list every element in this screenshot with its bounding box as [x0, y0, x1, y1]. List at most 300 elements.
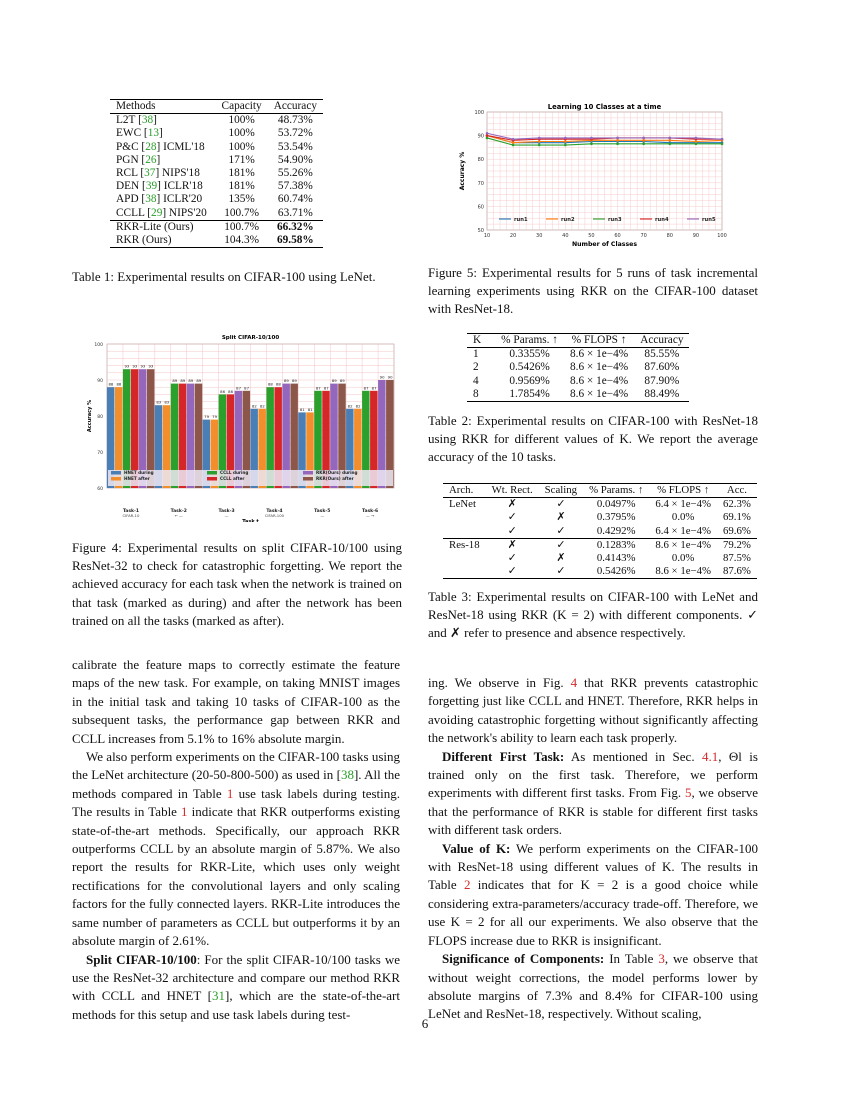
- table-cell: ✓: [486, 565, 539, 579]
- x-tick-label: Task-2: [170, 509, 187, 514]
- bar-value-label: 89: [339, 378, 345, 384]
- table-cell: 6.4 × 1e−4%: [655, 498, 711, 511]
- bar-value-label: 87: [371, 385, 377, 391]
- data-point: [616, 143, 619, 146]
- legend-swatch: [303, 471, 313, 475]
- legend-swatch: [207, 471, 217, 475]
- paragraph: [428, 840, 758, 950]
- bar-value-label: 79: [204, 414, 210, 420]
- paragraph-heading: Value of K:: [442, 840, 511, 856]
- table-cell: 0.5426%: [583, 565, 649, 579]
- data-point: [564, 140, 567, 143]
- table-2: [467, 333, 689, 402]
- bar-value-label: 83: [164, 399, 170, 405]
- x-tick-label: 50: [588, 233, 595, 239]
- y-tick-label: 60: [477, 204, 484, 211]
- text-run: indicate that RKR outperforms existing state-of-the-art methods. Specifically, our approach RKR outperforms CCLL by an absolute margin of 5.87%. We also report the results for RKR-Lite, which uses only weight rectifications for the convolutional layers and only scaling factors for the fully connected layers. RKR-Lite introduces the same number of parameters as CCLL but outperforms it by an absolute margin of 2.61%.: [72, 804, 400, 949]
- data-point: [616, 139, 619, 142]
- capacity-cell: 181%: [228, 167, 255, 180]
- bar-value-label: 86: [228, 388, 234, 394]
- legend-swatch: [207, 477, 217, 481]
- table-cell: 87.90%: [644, 374, 680, 387]
- citation-link[interactable]: 31: [212, 988, 226, 1004]
- capacity-cell: 171%: [228, 153, 255, 166]
- x-tick-label: 40: [562, 233, 569, 239]
- method-cell: [110, 180, 216, 193]
- data-point: [590, 143, 593, 146]
- table-cell: 4: [473, 374, 479, 387]
- table-header-cell: % Params. ↑: [495, 334, 564, 348]
- text-run: : For the split CIFAR-10/100 tasks we use the ResNet-32 architecture and compare our method RKR with CCLL and HNET [: [72, 951, 401, 1004]
- table-row: [443, 552, 757, 565]
- paragraph: calibrate the feature maps to correctly estimate the feature maps of the new task. For example, on taking MNIST images in the initial task and taking 10 tasks of CIFAR-100 as the subsequent tasks, the performance gap between RKR and CCLL increases from 5.1% to 16% absolute margin.: [72, 657, 400, 746]
- accuracy-cell: 63.71%: [277, 206, 313, 219]
- text-run: , Θl is trained only on the first task. Therefore, we perform experiments with different first tasks. From Fig.: [428, 748, 758, 801]
- legend-label: run3: [608, 217, 622, 223]
- x-tick-label: Task-6: [361, 509, 379, 514]
- table-cell: 8.6 × 1e−4%: [569, 361, 629, 374]
- bar-value-label: 90: [387, 374, 393, 380]
- table-2-caption: Table 2: Experimental results on CIFAR-100 with ResNet-18 using RKR for different values of K. We report the average accuracy of the 10 tasks.: [428, 413, 758, 465]
- table-cell: LeNet: [449, 498, 476, 511]
- data-point: [538, 144, 541, 147]
- text-run: indicates that for K = 2 is a good choice while considering extra-parameters/accuracy trade-off. Therefore, we use K = 2 for all our experiments. We also observe that the FLOPS increase due to RKR is insignificant.: [428, 877, 758, 948]
- capacity-cell: 100.7%: [216, 220, 268, 234]
- data-point: [668, 137, 671, 140]
- figure-4: [82, 322, 402, 522]
- text-run: ] ICLR'18: [157, 180, 203, 193]
- table-ref-link[interactable]: 1: [226, 785, 234, 801]
- bar-value-label: 93: [124, 363, 130, 369]
- table-cell: ✓: [507, 511, 517, 524]
- data-point: [486, 132, 489, 135]
- paragraph-heading: Split CIFAR-10/100: [86, 951, 197, 967]
- x-tick-sublabel: ← —: [174, 513, 183, 518]
- table-row: [443, 538, 757, 552]
- method-cell: RKR (Ours): [110, 234, 216, 248]
- table-cell: 6.4 × 1e−4%: [655, 524, 711, 537]
- x-axis-label: Number of Classes: [571, 241, 638, 248]
- section-ref-link[interactable]: 4.1: [701, 748, 719, 764]
- data-point: [668, 139, 671, 142]
- table-row: [110, 207, 323, 221]
- capacity-cell: 104.3%: [216, 234, 268, 248]
- bar-value-label: 89: [196, 378, 202, 384]
- table-cell: 0.4292%: [596, 524, 636, 537]
- paragraph: [428, 950, 758, 1024]
- table-cell: ✓: [507, 552, 517, 565]
- method-cell: [110, 114, 216, 128]
- table-row: [467, 348, 689, 362]
- method-cell: [110, 207, 216, 221]
- text-run: APD [: [116, 193, 146, 206]
- table-row: [443, 565, 757, 579]
- y-tick-label: 50: [477, 228, 484, 234]
- y-axis-label: Accuracy %: [87, 399, 93, 433]
- table-cell: 0.0%: [671, 511, 695, 524]
- table-header-cell: % FLOPS ↑: [564, 334, 634, 348]
- bar-value-label: 89: [283, 378, 289, 384]
- text-run: In Table: [604, 951, 659, 967]
- text-run: ]: [153, 114, 157, 127]
- data-point: [486, 137, 489, 140]
- text-run: use task labels during testing. The results in Table: [72, 785, 400, 820]
- y-axis-label: Accuracy %: [459, 151, 466, 191]
- paragraph: [72, 951, 400, 1025]
- table-row: [110, 193, 323, 206]
- y-tick-label: 70: [477, 180, 484, 187]
- text-run: ] NIPS'18: [155, 167, 200, 180]
- table-3-caption: Table 3: Experimental results on CIFAR-100 with LeNet and ResNet-18 using RKR (K = 2) with different components. ✓ and ✗ refer to presence and absence respectively.: [428, 589, 758, 641]
- data-point: [512, 144, 515, 147]
- table-cell: ✓: [539, 538, 583, 552]
- text-run: , we observe that without weight corrections, the model performs lower by absolute margins of 7.3% and 8.4% for CIFAR-100 using LeNet and ResNet-18, respectively. Without scaling,: [428, 951, 758, 1022]
- bar-value-label: 88: [116, 381, 122, 387]
- table-cell: ✗: [556, 511, 566, 524]
- bar-value-label: 93: [140, 363, 146, 369]
- citation-link[interactable]: 28: [145, 140, 157, 153]
- data-point: [538, 137, 541, 140]
- x-tick-label: 70: [640, 233, 647, 239]
- x-tick-sublabel: CIFAR-100: [264, 513, 285, 518]
- table-header-cell: Scaling: [539, 484, 583, 498]
- table-cell: 88.49%: [634, 388, 689, 402]
- table-ref-link[interactable]: 3: [658, 951, 665, 967]
- table-cell: ✓: [539, 565, 583, 579]
- text-run: ] ICML'18: [156, 140, 205, 153]
- accuracy-cell: 66.32%: [268, 220, 323, 234]
- bar-value-label: 89: [172, 378, 178, 384]
- citation-link[interactable]: 26: [145, 153, 157, 166]
- accuracy-cell: 57.38%: [277, 180, 313, 193]
- data-point: [695, 140, 698, 143]
- table-cell: 69.1%: [723, 511, 751, 524]
- bar-value-label: 86: [220, 388, 226, 394]
- table-cell: ✓: [556, 498, 566, 511]
- bar-value-label: 82: [355, 403, 361, 409]
- bar-value-label: 90: [379, 374, 385, 380]
- x-axis-label: Task t: [242, 519, 259, 522]
- text-run: L2T [: [116, 114, 142, 127]
- method-cell: [110, 127, 216, 140]
- text-run: P&C [: [116, 140, 146, 153]
- accuracy-cell: 55.26%: [277, 167, 313, 180]
- data-point: [486, 134, 489, 137]
- y-tick-label: 90: [477, 133, 484, 140]
- table-header-cell: Accuracy: [268, 100, 323, 114]
- capacity-cell: 100%: [228, 127, 255, 140]
- figure-5: [452, 100, 734, 250]
- table-header-cell: Capacity: [216, 100, 268, 114]
- legend-swatch: [303, 477, 313, 481]
- table-cell: ✓: [507, 524, 517, 537]
- data-point: [695, 143, 698, 146]
- table-cell: 0.0497%: [596, 498, 636, 511]
- table-row: [110, 127, 323, 140]
- legend-label: CCLL after: [220, 476, 245, 481]
- bar-value-label: 89: [291, 378, 297, 384]
- capacity-cell: 100.7%: [224, 206, 260, 219]
- x-tick-sublabel: CIFAR-10: [122, 513, 140, 518]
- table-cell: ✓: [556, 524, 566, 537]
- bar-value-label: 81: [307, 406, 313, 412]
- accuracy-cell: 53.72%: [277, 127, 313, 140]
- text-run: EWC [: [116, 127, 148, 140]
- capacity-cell: 181%: [228, 180, 255, 193]
- table-cell: 0.0%: [671, 552, 695, 565]
- x-tick-label: 30: [536, 233, 543, 239]
- table-cell: ✗: [507, 498, 517, 511]
- table-row: [443, 511, 757, 524]
- data-point: [642, 137, 645, 140]
- x-tick-label: Task-3: [218, 509, 235, 514]
- bar-value-label: 81: [299, 406, 305, 412]
- citation-link[interactable]: 38: [145, 193, 157, 206]
- table-row: [467, 375, 689, 388]
- table-cell: 85.55%: [644, 348, 680, 361]
- text-run: that RKR prevents catastrophic forgetting just like CCLL and HNET. Therefore, RKR helps in avoiding catastrophic forgetting without significantly affecting the network's ability to learn each task properly.: [428, 675, 758, 746]
- table-cell: 87.6%: [717, 565, 757, 579]
- accuracy-cell: 48.73%: [277, 114, 313, 127]
- x-tick-sublabel: —: [320, 513, 325, 518]
- bar-value-label: 88: [275, 381, 281, 387]
- bar-value-label: 83: [156, 399, 162, 405]
- citation-link[interactable]: 38: [141, 114, 154, 127]
- accuracy-cell: 60.74%: [277, 193, 313, 206]
- table-header-cell: Methods: [110, 100, 216, 114]
- y-tick-label: 70: [97, 451, 103, 456]
- x-tick-label: 60: [614, 233, 621, 239]
- text-run: ing. We observe in Fig.: [428, 675, 571, 690]
- table-cell: 0.1283%: [583, 538, 649, 552]
- capacity-cell: 100%: [228, 114, 255, 127]
- capacity-cell: 100%: [228, 140, 255, 153]
- table-cell: 0.3355%: [509, 348, 550, 361]
- bar-value-label: 82: [259, 403, 265, 409]
- table-cell: [443, 511, 486, 524]
- legend-label: run5: [702, 217, 716, 223]
- legend-label: run2: [561, 217, 575, 223]
- table-cell: 87.60%: [644, 361, 680, 374]
- table-row: [443, 525, 757, 539]
- x-tick-label: 100: [717, 233, 727, 239]
- accuracy-cell: 53.54%: [277, 140, 313, 153]
- data-point: [721, 138, 724, 141]
- table-row: [110, 180, 323, 193]
- bar-value-label: 82: [347, 403, 353, 409]
- citation-link[interactable]: 38: [340, 767, 354, 783]
- y-tick-label: 60: [97, 487, 103, 492]
- table-row: [110, 141, 323, 154]
- data-point: [512, 138, 515, 141]
- text-run: DEN [: [116, 180, 146, 193]
- table-cell: 0.9569%: [509, 374, 550, 387]
- y-tick-label: 80: [97, 415, 103, 420]
- table-cell: 8: [467, 388, 495, 402]
- method-cell: [110, 193, 216, 206]
- table-row: [467, 388, 689, 402]
- method-cell: [110, 141, 216, 154]
- x-tick-label: 90: [692, 233, 700, 239]
- paragraph: [72, 748, 400, 950]
- table-row: [110, 167, 323, 180]
- data-point: [721, 143, 724, 146]
- bar-value-label: 93: [148, 363, 154, 369]
- citation-link[interactable]: 37: [144, 167, 156, 180]
- legend-label: RKR(Ours) after: [316, 476, 354, 481]
- y-tick-label: 100: [474, 110, 484, 116]
- table-ref-link[interactable]: 1: [181, 804, 188, 820]
- text-run: We perform experiments on the CIFAR-100 with ResNet-18 using different values of K. The results in Table: [428, 840, 759, 893]
- paragraph: [428, 674, 758, 748]
- text-run: ] NIPS'20: [162, 206, 207, 219]
- bar-value-label: 87: [236, 385, 242, 391]
- table-row: [110, 234, 323, 248]
- x-tick-sublabel: — →: [365, 513, 375, 518]
- x-tick-label: Task-1: [122, 509, 140, 514]
- table-header-row: [110, 100, 323, 114]
- table-row: [110, 220, 323, 234]
- page-number: 6: [421, 1016, 429, 1031]
- x-tick-label: 80: [666, 233, 673, 239]
- table-cell: 1: [473, 348, 479, 361]
- legend-label: HNET after: [124, 476, 150, 481]
- table-cell: 0.3795%: [596, 511, 636, 524]
- data-point: [642, 143, 645, 146]
- method-cell: [110, 154, 216, 167]
- accuracy-cell: 54.90%: [277, 153, 313, 166]
- table-cell: 62.3%: [723, 498, 751, 511]
- legend-label: CCLL during: [220, 470, 249, 475]
- text-run: PGN [: [116, 153, 146, 166]
- x-tick-sublabel: —: [224, 513, 229, 518]
- text-run: RCL [: [116, 167, 145, 180]
- table-header-cell: K: [467, 334, 495, 348]
- split-cifar-bar-chart: [82, 322, 402, 522]
- table-cell: 2: [473, 361, 479, 374]
- legend-swatch: [111, 471, 121, 475]
- table-cell: 8.6 × 1e−4%: [569, 348, 629, 361]
- table-cell: 8.6 × 1e−4%: [569, 374, 629, 387]
- text-run: , we observe that the performance of RKR is stable for different first tasks with different task orders.: [428, 785, 758, 838]
- paragraph-heading: Different First Task:: [442, 748, 565, 764]
- bar-value-label: 79: [212, 414, 218, 420]
- legend-label: run1: [514, 217, 528, 223]
- y-tick-label: 90: [97, 379, 103, 384]
- table-cell: 8.6 × 1e−4%: [649, 565, 717, 579]
- table-row: [110, 154, 323, 167]
- data-point: [642, 139, 645, 142]
- table-cell: 0.5426%: [509, 361, 550, 374]
- table-header-cell: Wt. Rect.: [486, 484, 539, 498]
- table-cell: 69.6%: [723, 524, 751, 537]
- figure-5-caption: Figure 5: Experimental results for 5 runs of task incremental learning experiments using RKR on the CIFAR-100 dataset with ResNet-18.: [428, 265, 758, 317]
- accuracy-cell: 69.58%: [268, 234, 323, 248]
- table-header-row: [467, 334, 689, 348]
- legend-swatch: [111, 477, 121, 481]
- table-cell: ✗: [556, 552, 566, 565]
- paragraph: [428, 748, 758, 840]
- right-column-text: [428, 674, 758, 1024]
- bar-value-label: 87: [363, 385, 369, 391]
- bar-value-label: 89: [331, 378, 337, 384]
- table-header-row: [443, 484, 757, 498]
- table-cell: 1.7854%: [495, 388, 564, 402]
- table-cell: Res-18: [443, 538, 486, 552]
- table-ref-link[interactable]: 2: [463, 877, 471, 893]
- bar-value-label: 89: [180, 378, 186, 384]
- figure-4-caption: Figure 4: Experimental results on split CIFAR-10/100 using ResNet-32 to check for catastrophic forgetting. We report the achieved accuracy for each task when the network is trained on that task (marked as during) and after the network has been trained on all the tasks (marked as after).: [72, 540, 402, 628]
- table-cell: 0.4143%: [596, 552, 636, 565]
- data-point: [590, 137, 593, 140]
- chart-title: Split CIFAR-10/100: [221, 335, 280, 341]
- bar-value-label: 89: [188, 378, 194, 384]
- paragraph-heading: Significance of Components:: [442, 951, 605, 967]
- table-cell: 8.6 × 1e−4%: [649, 538, 717, 552]
- text-run: ]. All the methods compared in Table: [72, 767, 401, 801]
- x-tick-label: 20: [509, 233, 517, 239]
- bar-value-label: 88: [108, 381, 114, 387]
- table-header-cell: % Params. ↑: [583, 484, 649, 498]
- capacity-cell: 135%: [228, 193, 255, 206]
- citation-link[interactable]: 13: [147, 127, 159, 140]
- data-point: [538, 140, 541, 143]
- y-tick-label: 100: [94, 343, 103, 348]
- table-header-cell: Arch.: [443, 484, 486, 498]
- text-run: CCLL [: [116, 206, 152, 219]
- data-point: [695, 137, 698, 140]
- legend-label: run4: [655, 217, 669, 223]
- data-point: [564, 144, 567, 147]
- bar-value-label: 88: [267, 381, 273, 387]
- left-column-text: [72, 656, 400, 1024]
- bar-value-label: 87: [323, 385, 329, 391]
- data-point: [668, 143, 671, 146]
- x-tick-label: 10: [483, 233, 491, 239]
- table-row: [110, 114, 323, 128]
- figure-ref-link[interactable]: 5: [684, 785, 692, 801]
- table-row: [467, 361, 689, 374]
- data-point: [512, 141, 515, 144]
- x-tick-label: Task-4: [266, 509, 283, 514]
- method-cell: RKR-Lite (Ours): [110, 220, 216, 234]
- data-point: [616, 137, 619, 140]
- learning-10-classes-line-chart: [452, 100, 734, 250]
- table-cell: 79.2%: [717, 538, 757, 552]
- table-1: [110, 99, 323, 248]
- table-cell: [443, 525, 486, 539]
- chart-title: Learning 10 Classes at a time: [547, 103, 662, 111]
- table-row: [443, 498, 757, 512]
- text-run: ]: [158, 127, 163, 140]
- table-cell: ✗: [486, 538, 539, 552]
- text-run: ] ICLR'20: [156, 193, 203, 206]
- figure-ref-link[interactable]: 4: [570, 675, 578, 690]
- text-run: We also perform experiments on the CIFAR-100 tasks using the LeNet architecture (20-50-800-500) as used in [: [72, 749, 400, 783]
- text-run: ]: [156, 153, 161, 166]
- citation-link[interactable]: 29: [151, 206, 163, 219]
- table-header-cell: Acc.: [717, 484, 757, 498]
- x-tick-label: Task-5: [314, 509, 331, 514]
- legend-label: RKR(Ours) during: [316, 470, 358, 475]
- citation-link[interactable]: 39: [145, 180, 158, 193]
- y-tick-label: 80: [477, 157, 484, 164]
- bar-value-label: 87: [315, 385, 321, 391]
- table-cell: [443, 565, 486, 579]
- bar-value-label: 82: [251, 403, 257, 409]
- text-run: As mentioned in Sec.: [564, 748, 702, 764]
- text-run: ], which are the state-of-the-art methods for this setup and use task labels during test-: [72, 988, 400, 1022]
